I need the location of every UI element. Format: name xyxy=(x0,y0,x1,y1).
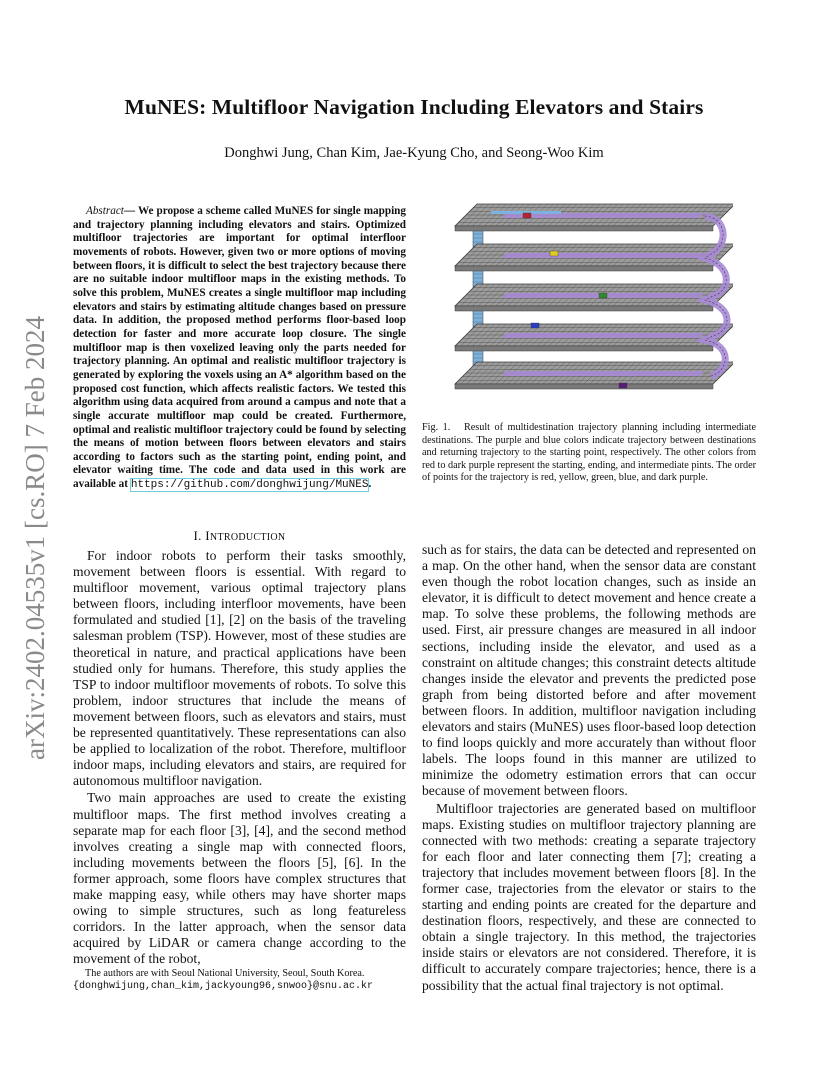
paragraph: such as for stairs, the data can be detected and represented on a map. On the other hand, when the sensor data are constant even though the robot location changes, such as inside an elevator, it is difficult to detect movement and hence create a map. To solve these problems, the following methods are used. First, air pressure changes are measured in all indoor sections, including inside the elevator, and used as a constraint on altitude changes; this constraint detects altitude changes inside the elevator and prevents the predicted pose graph from being distorted before and after movement between floors. In addition, multifloor navigation including elevators and stairs (MuNES) uses floor-based loop detection to find loops quickly and more accurately than without floor labels. The loops found in this manner are utilized to minimize the odometry estimation errors that can occur because of movement between floors. xyxy=(422,542,756,799)
trajectory-path xyxy=(502,371,704,376)
stairs-trajectory xyxy=(705,216,727,376)
trajectory-path xyxy=(502,333,704,338)
paragraph: Two main approaches are used to create the existing multifloor maps. The first method involves creating a separate map for each floor [3], [4], and the second method involves creating a single map with connected floors, including movements between the floors [5], [6]. In the former approach, some floors have complex structures that make mapping easy, while others may have shorter maps owing to simple structures, such as long featureless corridors. In the latter approach, when the sensor data acquired by LiDAR or camera change according to the movement of the robot, xyxy=(73,790,406,967)
trajectory-path xyxy=(502,253,704,258)
left-column-body xyxy=(73,548,406,967)
section-title-rest: NTRODUCTION xyxy=(209,532,286,543)
section-number: I. xyxy=(193,528,202,543)
section-cap: I xyxy=(205,528,210,543)
start-point-red xyxy=(523,213,531,218)
right-column-body xyxy=(422,542,756,994)
paragraph: For indoor robots to perform their tasks smoothly, movement between floors is essential. With regard to multifloor movement, various optimal trajectory plans between floors, including interfloor movements, have been formulated and studied [1], [2] on the basis of the traveling salesman problem (TSP). However, most of these studies are theoretical in nature, and practical applications have been studied only for humans. Therefore, this study applies the TSP to indoor multifloor movements of robots. To solve this problem, indoor structures that include the means of movement between floors, such as elevators and stairs, must be represented quantitatively. These representations can also be applied to localization of the robot. Therefore, multifloor indoor maps, including elevators and stairs, are required for autonomous multifloor navigation. xyxy=(73,548,406,789)
point-blue xyxy=(531,323,539,328)
section-heading-introduction xyxy=(73,528,406,544)
multifloor-trajectory-figure xyxy=(443,196,733,418)
footnote-emails: {donghwijung,chan_kim,jackyoung96,snwoo}@snu.ac.kr xyxy=(73,980,374,992)
end-point-dark-purple xyxy=(619,383,627,388)
floor-edge xyxy=(455,306,713,311)
paper-title: MuNES: Multifloor Navigation Including Elevators and Stairs xyxy=(124,95,704,119)
footnote xyxy=(73,968,406,994)
paragraph: Multifloor trajectories are generated based on multifloor maps. Existing studies on multifloor trajectory planning are connected with two methods: creating a separate trajectory for each floor and later connecting them [7]; creating a trajectory that includes movement between floors [8]. In the former case, trajectories from the elevator or stairs to the starting and ending points are created for the departure and destination floors, respectively, and these are connected to obtain a single trajectory. In this method, the trajectories inside stairs or elevators are not considered. Therefore, it is difficult to accurately compare trajectories; hence, there is a possibility that the actual final trajectory is not optimal. xyxy=(422,800,756,993)
figure-caption xyxy=(422,422,756,485)
arxiv-id-text: arXiv:2402.04535v1 [cs.RO] 7 Feb 2024 xyxy=(20,316,50,760)
floor-edge xyxy=(455,384,713,389)
floor-edge xyxy=(455,226,713,231)
abstract-label: Abstract xyxy=(86,205,124,217)
figure-caption-text: Result of multidestination trajectory planning including intermediate destinations. The purple and blue colors indicate trajectory between destinations and returning trajectory to the starting point, respectively. The other colors from red to dark purple represent the starting, ending, and intermediate pints. The order of points for the trajectory is red, yellow, green, blue, and dark purple. xyxy=(422,422,757,484)
author-list: Donghwi Jung, Chan Kim, Jae-Kyung Cho, and Seong-Woo Kim xyxy=(224,145,604,161)
abstract xyxy=(73,205,406,493)
abstract-body: We propose a scheme called MuNES for single mapping and trajectory planning including elevators and stairs. Optimized multifloor trajectories are important for optimal interfloor movements of robots. However, given two or more options of moving between floors, it is difficult to select the best trajectory because there are no suitable indoor multifloor maps in the existing methods. To solve this problem, MuNES creates a single multifloor map including elevators and stairs by estimating altitude changes based on pressure data. In addition, the proposed method performs floor-based loop detection for faster and more accurate loop closure. The single multifloor map is then voxelized leaving only the parts needed for trajectory planning. An optimal and realistic multifloor trajectory is generated by exploring the voxels using an A* algorithm based on the proposed cost function, which affects realistic factors. We tested this algorithm using data acquired from around a campus and note that a single accurate multifloor map could be created. Furthermore, optimal and realistic multifloor trajectory could be found by selecting the means of motion between floors between elevators and stairs according to factors such as the starting point, ending point, and elevator waiting time. The code and data used in this work are available at xyxy=(73,205,406,491)
figure-caption-label: Fig. 1. xyxy=(422,422,451,433)
point-yellow xyxy=(550,251,558,256)
footnote-affiliation: The authors are with Seoul National University, Seoul, South Korea. xyxy=(85,968,365,979)
floor-edge xyxy=(455,346,713,351)
abstract-dash: — xyxy=(123,205,138,217)
point-green xyxy=(599,293,607,298)
floor-edge xyxy=(455,266,713,271)
abstract-end: . xyxy=(368,478,372,491)
code-repository-link[interactable]: https://github.com/donghwijung/MuNES xyxy=(130,479,369,492)
